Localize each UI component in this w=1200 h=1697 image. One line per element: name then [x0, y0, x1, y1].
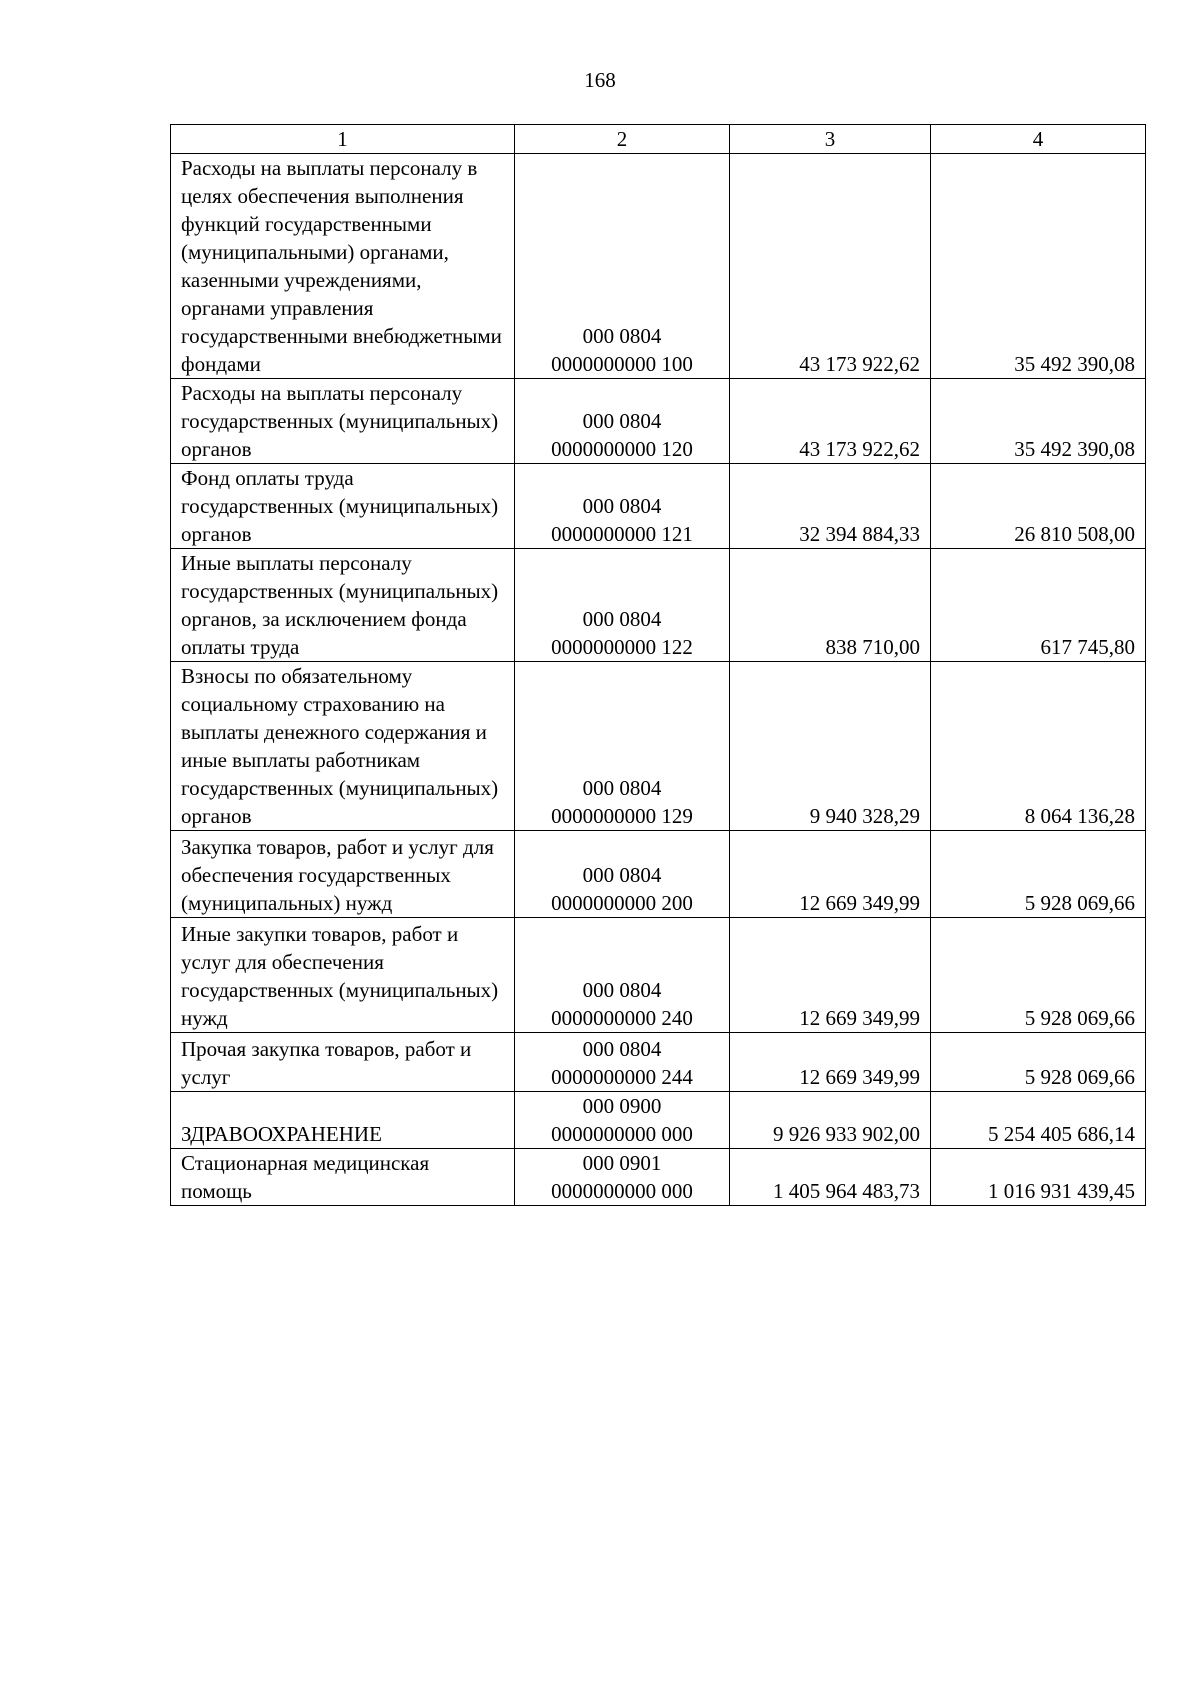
- code-section: 000 0804: [582, 494, 662, 518]
- table-row: [171, 379, 1146, 464]
- row-value-4: 26 810 508,00: [931, 464, 1146, 549]
- row-code: [515, 464, 730, 549]
- row-value-4: 5 928 069,66: [931, 831, 1146, 918]
- code-section: 000 0804: [582, 776, 662, 800]
- table-row: [171, 464, 1146, 549]
- row-value-4: 617 745,80: [931, 549, 1146, 662]
- row-name: Фонд оплаты труда государственных (муниципальных) органов: [171, 464, 515, 549]
- row-code: [515, 1149, 730, 1206]
- row-value-4: 8 064 136,28: [931, 662, 1146, 831]
- code-item: 0000000000 000: [551, 1122, 693, 1146]
- code-item: 0000000000 100: [551, 352, 693, 376]
- code-section: 000 0804: [582, 607, 662, 631]
- table-row: [171, 1092, 1146, 1149]
- row-value-3: 12 669 349,99: [730, 831, 931, 918]
- code-item: 0000000000 244: [551, 1065, 693, 1089]
- row-code: [515, 1033, 730, 1092]
- code-section: 000 0804: [582, 409, 662, 433]
- row-name: Расходы на выплаты персоналу государственных (муниципальных) органов: [171, 379, 515, 464]
- row-name: ЗДРАВООХРАНЕНИЕ: [171, 1092, 515, 1149]
- row-value-4: 35 492 390,08: [931, 379, 1146, 464]
- code-item: 0000000000 000: [551, 1179, 693, 1203]
- row-value-3: 43 173 922,62: [730, 379, 931, 464]
- row-value-4: 1 016 931 439,45: [931, 1149, 1146, 1206]
- table-row: [171, 549, 1146, 662]
- row-code: [515, 918, 730, 1033]
- row-value-3: 12 669 349,99: [730, 918, 931, 1033]
- row-value-3: 12 669 349,99: [730, 1033, 931, 1092]
- row-value-3: 1 405 964 483,73: [730, 1149, 931, 1206]
- header-col-3: 3: [730, 125, 931, 154]
- code-item: 0000000000 200: [551, 891, 693, 915]
- code-section: 000 0804: [582, 324, 662, 348]
- header-col-2: 2: [515, 125, 730, 154]
- row-name: Иные выплаты персоналу государственных (муниципальных) органов, за исключением фонда оплаты труда: [171, 549, 515, 662]
- table-row: [171, 1033, 1146, 1092]
- page-number: 168: [584, 68, 616, 92]
- code-item: 0000000000 120: [551, 437, 693, 461]
- row-value-3: 32 394 884,33: [730, 464, 931, 549]
- code-item: 0000000000 240: [551, 1006, 693, 1030]
- row-code: [515, 549, 730, 662]
- table-row: [171, 918, 1146, 1033]
- row-code: [515, 379, 730, 464]
- row-name: Прочая закупка товаров, работ и услуг: [171, 1033, 515, 1092]
- row-value-3: 9 940 328,29: [730, 662, 931, 831]
- row-value-4: 35 492 390,08: [931, 154, 1146, 379]
- row-code: [515, 1092, 730, 1149]
- budget-table: [170, 124, 1146, 1206]
- row-value-4: 5 254 405 686,14: [931, 1092, 1146, 1149]
- code-item: 0000000000 129: [551, 804, 693, 828]
- code-section: 000 0900: [582, 1094, 662, 1118]
- header-row: [171, 125, 1146, 154]
- code-item: 0000000000 122: [551, 635, 693, 659]
- table-row: [171, 1149, 1146, 1206]
- table-row: [171, 831, 1146, 918]
- code-item: 0000000000 121: [551, 522, 693, 546]
- code-section: 000 0804: [582, 1037, 662, 1061]
- header-col-1: 1: [171, 125, 515, 154]
- row-value-3: 43 173 922,62: [730, 154, 931, 379]
- row-value-4: 5 928 069,66: [931, 1033, 1146, 1092]
- row-name: Расходы на выплаты персоналу в целях обеспечения выполнения функций государственными (муниципальными) органами, казенными учреждениями, органами управления государственными внебюджетными фондами: [171, 154, 515, 379]
- row-value-3: 838 710,00: [730, 549, 931, 662]
- code-section: 000 0804: [582, 978, 662, 1002]
- row-code: [515, 662, 730, 831]
- row-name: Взносы по обязательному социальному страхованию на выплаты денежного содержания и иные выплаты работникам государственных (муниципальных) органов: [171, 662, 515, 831]
- table-row: [171, 662, 1146, 831]
- code-section: 000 0901: [582, 1151, 662, 1175]
- row-value-4: 5 928 069,66: [931, 918, 1146, 1033]
- row-code: [515, 154, 730, 379]
- row-name: Стационарная медицинская помощь: [171, 1149, 515, 1206]
- row-code: [515, 831, 730, 918]
- code-section: 000 0804: [582, 863, 662, 887]
- table-row: [171, 154, 1146, 379]
- row-value-3: 9 926 933 902,00: [730, 1092, 931, 1149]
- row-name: Закупка товаров, работ и услуг для обеспечения государственных (муниципальных) нужд: [171, 831, 515, 918]
- row-name: Иные закупки товаров, работ и услуг для обеспечения государственных (муниципальных) нужд: [171, 918, 515, 1033]
- header-col-4: 4: [931, 125, 1146, 154]
